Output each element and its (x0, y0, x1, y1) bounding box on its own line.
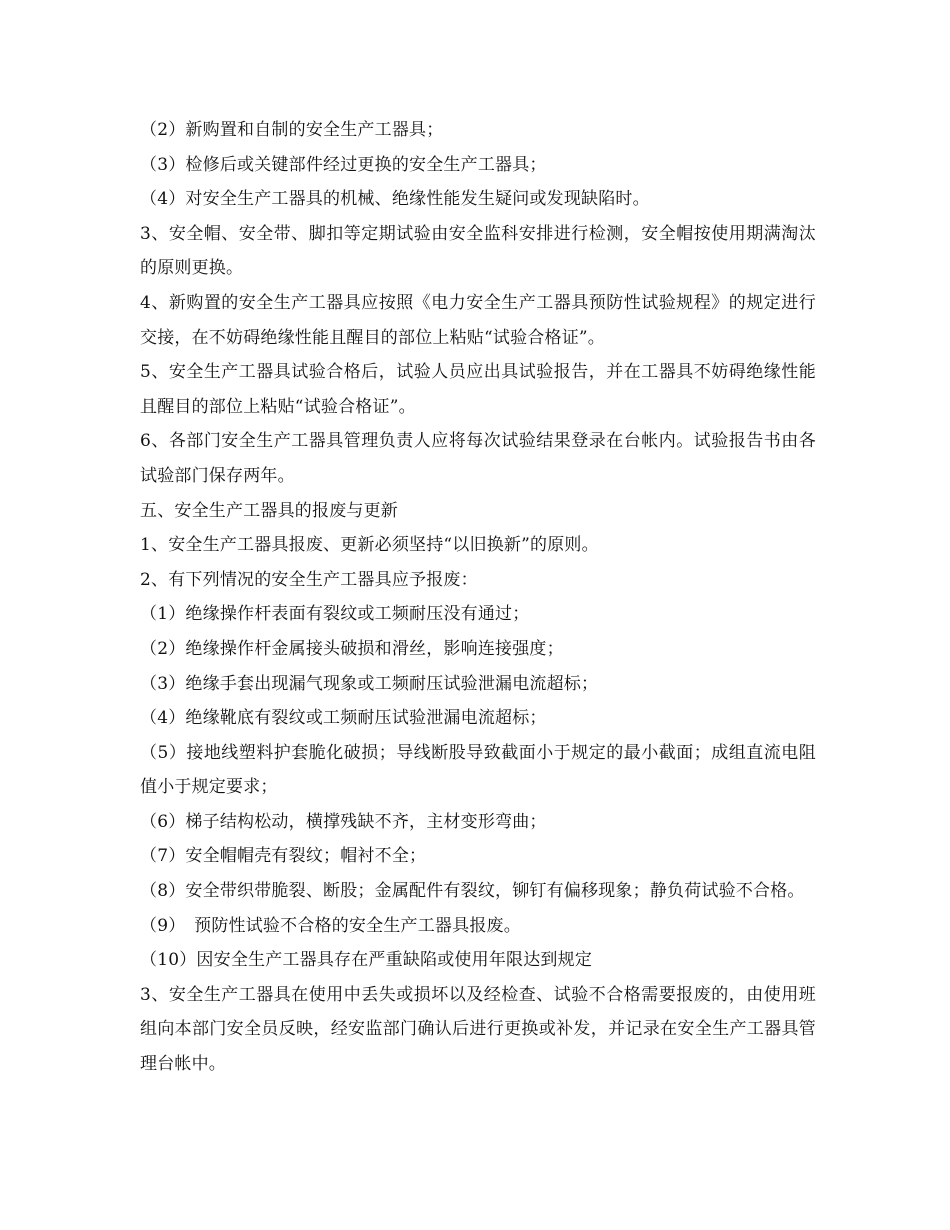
list-item-rod-surface: （1）绝缘操作杆表面有裂纹或工频耐压没有通过； (140, 604, 530, 625)
list-item-failed-test: （9） 预防性试验不合格的安全生产工器具报废。 (140, 915, 521, 936)
list-item-severe-defect: （10）因安全生产工器具存在严重缺陷或使用年限达到规定 (140, 950, 593, 971)
list-item-doubtful-performance: （4）对安全生产工器具的机械、绝缘性能发生疑问或发现缺陷时。 (140, 189, 650, 210)
paragraph-old-for-new: 1、安全生产工器具报废、更新必须坚持“以旧换新”的原则。 (140, 535, 599, 556)
paragraph-ledger-record: 6、各部门安全生产工器具管理负责人应将每次试验结果登录在台帐内。试验报告书由各试验部门保存两年。 (140, 431, 816, 486)
list-item-boots: （4）绝缘靴底有裂纹或工频耐压试验泄漏电流超标； (140, 708, 547, 729)
list-item-ground-wire: （5）接地线塑料护套脆化破损；导线断股导致截面小于规定的最小截面；成组直流电阻值小于规定要求； (140, 742, 816, 798)
list-item-rod-joint: （2）绝缘操作杆金属接头破损和滑丝，影响连接强度； (140, 638, 564, 659)
list-item-safety-belt: （8）安全带织带脆裂、断股；金属配件有裂纹，铆钉有偏移现象；静负荷试验不合格。 (140, 881, 805, 902)
paragraph-new-purchase-handover: 4、新购置的安全生产工器具应按照《电力安全生产工器具预防性试验规程》的规定进行交接，在不妨碍绝缘性能且醒目的部位上粘贴“试验合格证”。 (140, 292, 816, 348)
paragraph-scrap-conditions: 2、有下列情况的安全生产工器具应予报废： (140, 569, 478, 590)
list-item-new-purchase: （2）新购置和自制的安全生产工器具； (140, 120, 444, 140)
paragraph-periodic-test: 3、安全帽、安全带、脚扣等定期试验由安全监科安排进行检测，安全帽按使用期满淘汰的原则更换。 (140, 223, 816, 279)
section-heading-scrap-renewal: 五、安全生产工器具的报废与更新 (140, 500, 398, 521)
list-item-after-repair: （3）检修后或关键部件经过更换的安全生产工器具； (140, 154, 547, 175)
list-item-helmet: （7）安全帽帽壳有裂纹；帽衬不全； (140, 846, 427, 867)
list-item-ladder: （6）梯子结构松动，横撑残缺不齐，主材变形弯曲； (140, 811, 547, 832)
paragraph-loss-damage: 3、安全生产工器具在使用中丢失或损坏以及经检查、试验不合格需要报废的，由使用班组向本部门安全员反映，经安监部门确认后进行更换或补发，并记录在安全生产工器具管理台帐中。 (140, 984, 816, 1075)
list-item-gloves: （3）绝缘手套出现漏气现象或工频耐压试验泄漏电流超标； (140, 673, 599, 694)
document-body (140, 113, 816, 1082)
paragraph-test-report: 5、安全生产工器具试验合格后，试验人员应出具试验报告，并在工器具不妨碍绝缘性能且醒目的部位上粘贴“试验合格证”。 (140, 362, 816, 417)
